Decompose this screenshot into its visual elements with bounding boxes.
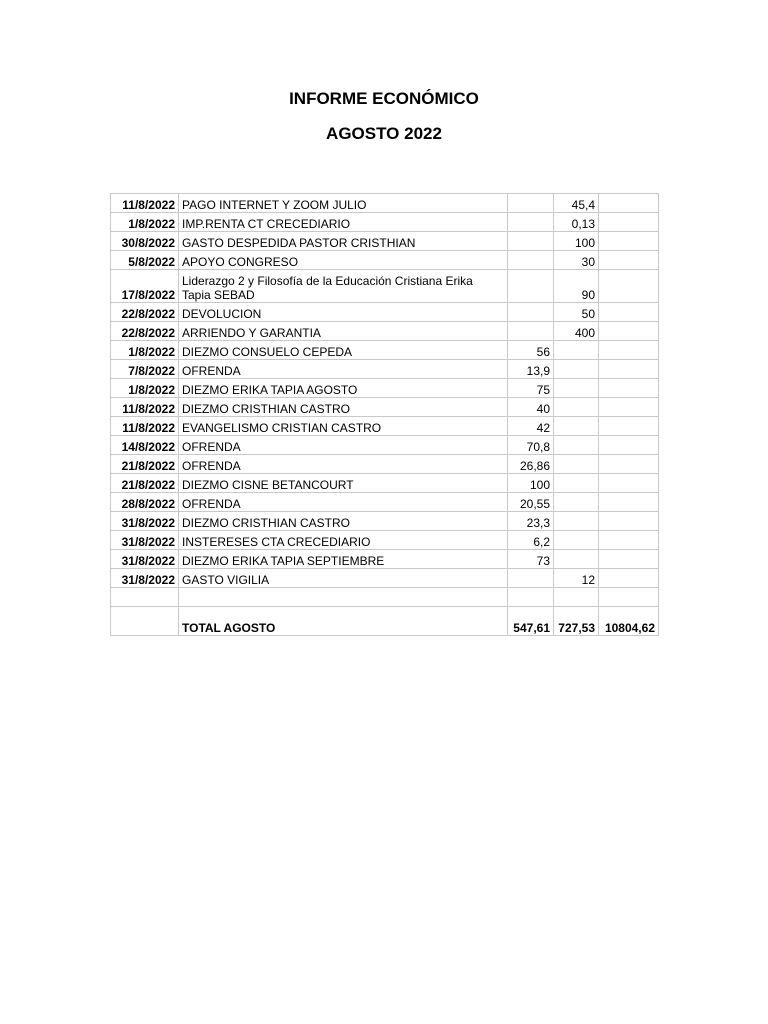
row-egreso: 12 bbox=[554, 569, 599, 588]
row-date: 1/8/2022 bbox=[111, 341, 179, 360]
row-saldo bbox=[599, 398, 659, 417]
row-saldo bbox=[599, 550, 659, 569]
row-egreso: 45,4 bbox=[554, 194, 599, 213]
table-row bbox=[111, 493, 659, 512]
row-ingreso bbox=[508, 322, 554, 341]
row-date: 7/8/2022 bbox=[111, 360, 179, 379]
row-egreso: 400 bbox=[554, 322, 599, 341]
row-date: 21/8/2022 bbox=[111, 474, 179, 493]
row-egreso: 50 bbox=[554, 303, 599, 322]
row-saldo bbox=[599, 303, 659, 322]
total-egreso: 727,53 bbox=[554, 607, 599, 636]
row-ingreso: 75 bbox=[508, 379, 554, 398]
table-row bbox=[111, 213, 659, 232]
row-date: 1/8/2022 bbox=[111, 213, 179, 232]
row-description: DIEZMO ERIKA TAPIA SEPTIEMBRE bbox=[179, 550, 508, 569]
row-date: 11/8/2022 bbox=[111, 194, 179, 213]
row-saldo bbox=[599, 213, 659, 232]
row-date: 14/8/2022 bbox=[111, 436, 179, 455]
row-date: 31/8/2022 bbox=[111, 569, 179, 588]
row-egreso: 30 bbox=[554, 251, 599, 270]
table-row bbox=[111, 531, 659, 550]
row-saldo bbox=[599, 569, 659, 588]
row-date: 22/8/2022 bbox=[111, 322, 179, 341]
row-saldo bbox=[599, 417, 659, 436]
table-row bbox=[111, 455, 659, 474]
row-ingreso bbox=[508, 303, 554, 322]
row-date: 31/8/2022 bbox=[111, 531, 179, 550]
row-egreso bbox=[554, 531, 599, 550]
row-saldo bbox=[599, 455, 659, 474]
row-egreso: 90 bbox=[554, 270, 599, 303]
row-description: OFRENDA bbox=[179, 436, 508, 455]
row-egreso bbox=[554, 417, 599, 436]
row-saldo bbox=[599, 379, 659, 398]
row-description: PAGO INTERNET Y ZOOM JULIO bbox=[179, 194, 508, 213]
table-row bbox=[111, 194, 659, 213]
total-row bbox=[111, 607, 659, 636]
row-ingreso bbox=[508, 232, 554, 251]
row-saldo bbox=[599, 232, 659, 251]
table-row bbox=[111, 251, 659, 270]
table-row bbox=[111, 360, 659, 379]
row-saldo bbox=[599, 341, 659, 360]
row-description: GASTO VIGILIA bbox=[179, 569, 508, 588]
row-ingreso: 23,3 bbox=[508, 512, 554, 531]
row-date: 5/8/2022 bbox=[111, 251, 179, 270]
row-ingreso: 73 bbox=[508, 550, 554, 569]
blank-row bbox=[111, 588, 659, 607]
row-egreso bbox=[554, 360, 599, 379]
row-description: DIEZMO ERIKA TAPIA AGOSTO bbox=[179, 379, 508, 398]
row-saldo bbox=[599, 493, 659, 512]
row-ingreso: 42 bbox=[508, 417, 554, 436]
row-ingreso bbox=[508, 270, 554, 303]
row-egreso: 0,13 bbox=[554, 213, 599, 232]
row-description: DIEZMO CRISTHIAN CASTRO bbox=[179, 398, 508, 417]
table-row bbox=[111, 436, 659, 455]
row-saldo bbox=[599, 531, 659, 550]
row-description: OFRENDA bbox=[179, 493, 508, 512]
total-saldo: 10804,62 bbox=[599, 607, 659, 636]
row-description: IMP.RENTA CT CRECEDIARIO bbox=[179, 213, 508, 232]
row-saldo bbox=[599, 270, 659, 303]
row-egreso bbox=[554, 493, 599, 512]
row-ingreso bbox=[508, 213, 554, 232]
table-row bbox=[111, 512, 659, 531]
row-egreso bbox=[554, 436, 599, 455]
row-ingreso: 40 bbox=[508, 398, 554, 417]
row-date: 30/8/2022 bbox=[111, 232, 179, 251]
total-ingreso: 547,61 bbox=[508, 607, 554, 636]
table-row bbox=[111, 550, 659, 569]
row-saldo bbox=[599, 322, 659, 341]
row-description: EVANGELISMO CRISTIAN CASTRO bbox=[179, 417, 508, 436]
row-ingreso: 100 bbox=[508, 474, 554, 493]
row-date: 22/8/2022 bbox=[111, 303, 179, 322]
row-ingreso: 20,55 bbox=[508, 493, 554, 512]
row-ingreso: 26,86 bbox=[508, 455, 554, 474]
row-saldo bbox=[599, 512, 659, 531]
row-egreso bbox=[554, 455, 599, 474]
row-egreso bbox=[554, 398, 599, 417]
row-egreso bbox=[554, 550, 599, 569]
row-date: 1/8/2022 bbox=[111, 379, 179, 398]
row-description: DEVOLUCION bbox=[179, 303, 508, 322]
row-egreso bbox=[554, 474, 599, 493]
table-row bbox=[111, 569, 659, 588]
row-egreso bbox=[554, 512, 599, 531]
row-description: OFRENDA bbox=[179, 360, 508, 379]
row-saldo bbox=[599, 360, 659, 379]
row-date: 11/8/2022 bbox=[111, 417, 179, 436]
row-description: GASTO DESPEDIDA PASTOR CRISTHIAN bbox=[179, 232, 508, 251]
report-title: INFORME ECONÓMICO bbox=[289, 89, 479, 108]
row-ingreso bbox=[508, 194, 554, 213]
row-description: DIEZMO CRISTHIAN CASTRO bbox=[179, 512, 508, 531]
table-row bbox=[111, 417, 659, 436]
table-row bbox=[111, 474, 659, 493]
table-row bbox=[111, 341, 659, 360]
row-description: DIEZMO CONSUELO CEPEDA bbox=[179, 341, 508, 360]
row-saldo bbox=[599, 251, 659, 270]
row-description: INSTERESES CTA CRECEDIARIO bbox=[179, 531, 508, 550]
report-subtitle: AGOSTO 2022 bbox=[326, 124, 442, 143]
row-date: 28/8/2022 bbox=[111, 493, 179, 512]
row-description: APOYO CONGRESO bbox=[179, 251, 508, 270]
row-ingreso: 56 bbox=[508, 341, 554, 360]
row-egreso bbox=[554, 341, 599, 360]
row-ingreso: 13,9 bbox=[508, 360, 554, 379]
table-row bbox=[111, 270, 659, 303]
table-row bbox=[111, 379, 659, 398]
row-saldo bbox=[599, 436, 659, 455]
row-date: 21/8/2022 bbox=[111, 455, 179, 474]
row-ingreso: 70,8 bbox=[508, 436, 554, 455]
row-date: 31/8/2022 bbox=[111, 512, 179, 531]
table-row bbox=[111, 322, 659, 341]
table-row bbox=[111, 232, 659, 251]
row-description: OFRENDA bbox=[179, 455, 508, 474]
table-row bbox=[111, 303, 659, 322]
total-label: TOTAL AGOSTO bbox=[179, 607, 508, 636]
row-ingreso: 6,2 bbox=[508, 531, 554, 550]
row-ingreso bbox=[508, 569, 554, 588]
row-description: ARRIENDO Y GARANTIA bbox=[179, 322, 508, 341]
finance-table bbox=[110, 193, 659, 636]
row-egreso bbox=[554, 379, 599, 398]
row-description: Liderazgo 2 y Filosofía de la Educación Cristiana Erika Tapia SEBAD bbox=[179, 270, 508, 303]
row-ingreso bbox=[508, 251, 554, 270]
row-saldo bbox=[599, 474, 659, 493]
table-row bbox=[111, 398, 659, 417]
row-description: DIEZMO CISNE BETANCOURT bbox=[179, 474, 508, 493]
row-date: 11/8/2022 bbox=[111, 398, 179, 417]
row-saldo bbox=[599, 194, 659, 213]
row-egreso: 100 bbox=[554, 232, 599, 251]
row-date: 17/8/2022 bbox=[111, 270, 179, 303]
row-date: 31/8/2022 bbox=[111, 550, 179, 569]
